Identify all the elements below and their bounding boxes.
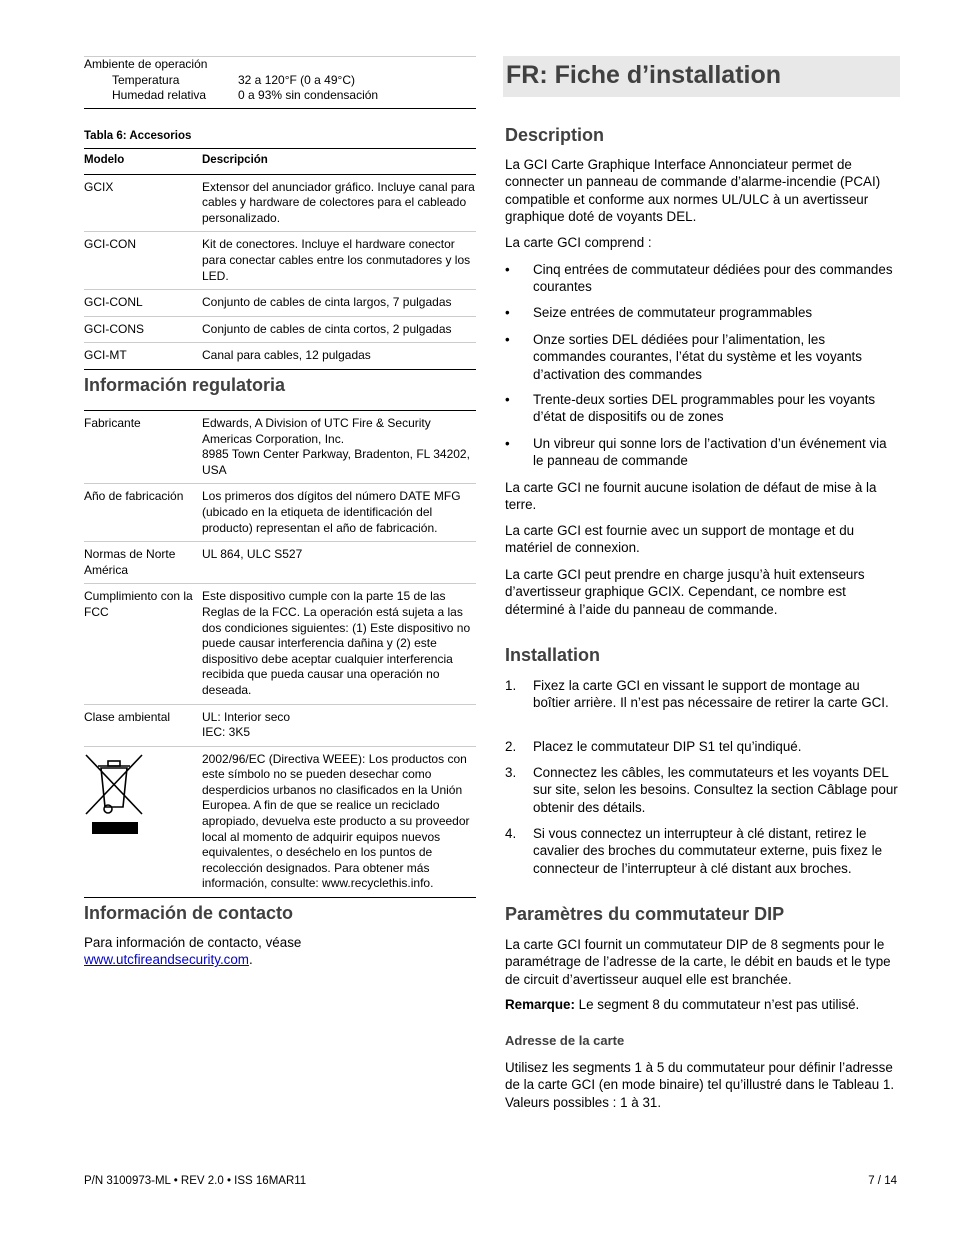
accessories-table — [84, 148, 476, 370]
list-item-text: Placez le commutateur DIP S1 tel qu’indiqué. — [533, 739, 802, 754]
table-row — [84, 542, 476, 584]
installation-heading: Installation — [505, 645, 601, 665]
address-heading: Adresse de la carte — [505, 1033, 625, 1048]
regulatory-heading: Información regulatoria — [84, 375, 286, 395]
list-item: 1. Fixez la carte GCI en vissant le support de montage au boîtier arrière. Il n’est pas nécessaire de retirer la carte GCI. — [505, 677, 898, 712]
cell: Canal para cables, 12 pulgadas — [202, 348, 371, 363]
paragraph: La carte GCI peut prendre en charge jusqu’à huit extenseurs d’avertisseur graphique GCIX. Cependant, ce nombre est déterminé à l’aide du panneau de commande. — [505, 567, 865, 617]
environment-title: Ambiente de operación — [84, 57, 208, 71]
page-title: FR: Fiche d’installation — [506, 61, 782, 89]
paragraph: La carte GCI ne fournit aucune isolation de défaut de mise à la terre. — [505, 480, 877, 513]
table-row — [84, 232, 476, 290]
description-heading: Description — [505, 125, 605, 145]
cell: Conjunto de cables de cinta largos, 7 pulgadas — [202, 295, 452, 310]
weee-crossed-bin-icon — [84, 752, 144, 838]
table6-caption: Tabla 6: Accesorios — [84, 130, 192, 142]
cell: Este dispositivo cumple con la parte 15 de las Reglas de la FCC. La operación está sujeta a las dos condiciones siguientes: (1) Este dispositivo no puede causar interferencia dañina y (2) este dispositivo debe aceptar cualquier interferencia recibida que pueda causar una operación no deseada. — [202, 589, 471, 697]
list-item-text: Un vibreur qui sonne lors de l’activation d’un événement via le panneau de commande — [533, 436, 887, 469]
cell: 2002/96/EC (Directiva WEEE): Los productos con este símbolo no se pueden desechar como desperdicios urbanos no clasificados en la Unión Europea. A fin de que se realice un reciclado apropiado, devuelva este producto a su proveedor local al momento de adquirir equipos nuevos equivalentes, o deséchelo en los puntos de recolección designados. Para obtener más información, consulte: www.recyclethis.info. — [202, 751, 470, 891]
environment-key: Humedad relativa — [112, 88, 207, 102]
table-row — [84, 705, 476, 747]
paragraph: La carte GCI comprend : — [505, 235, 652, 250]
table-row — [84, 317, 476, 344]
note-label: Remarque: — [505, 997, 575, 1012]
environment-row — [84, 88, 476, 108]
environment-row — [84, 73, 476, 89]
list-item-text: Connectez les câbles, les commutateurs et les voyants DEL sur site, selon les besoins. Consultez la section Câblage pour obtenir des détails. — [533, 765, 898, 815]
note-text: Le segment 8 du commutateur n’est pas utilisé. — [574, 997, 860, 1012]
header-description: Descripción — [202, 154, 268, 166]
cell: Año de fabricación — [84, 489, 184, 504]
cell: Normas de Norte América — [84, 547, 176, 577]
regulatory-table — [84, 410, 476, 898]
list-item-text: Si vous connectez un interrupteur à clé distant, retirez le cavalier des broches du commutateur externe, puis fixez le connecteur de l’interrupteur à clé distant aux broches. — [533, 826, 883, 876]
list-item: • Un vibreur qui sonne lors de l’activation d’un événement via le panneau de commande — [505, 435, 898, 470]
list-item: 3. Connectez les câbles, les commutateurs et les voyants DEL sur site, selon les besoins. Consultez la section Câblage pour obtenir des détails. — [505, 765, 898, 815]
table-row — [84, 175, 476, 233]
environment-value: 0 a 93% sin condensación — [238, 88, 379, 102]
list-item: • Seize entrées de commutateur programmables — [505, 304, 898, 321]
list-item-text: Cinq entrées de commutateur dédiées pour des commandes courantes — [533, 262, 893, 295]
footer-page-number: 7 / 14 — [868, 1175, 897, 1187]
cell: Fabricante — [84, 416, 141, 430]
list-item-text: Onze sorties DEL dédiées pour l’alimentation, les commandes courantes, l’état du système et les voyants d’activation des commandes — [533, 332, 862, 382]
cell: GCI-MT — [84, 348, 127, 363]
table-row — [84, 410, 476, 484]
cell: GCI-CONL — [84, 295, 143, 310]
cell: Clase ambiental — [84, 709, 171, 724]
cell: Los primeros dos dígitos del número DATE MFG (ubicado en la etiqueta de identificación del producto) representan el año de fabricación. — [202, 489, 461, 535]
paragraph: Utilisez les segments 1 à 5 du commutateur pour définir l’adresse de la carte GCI (en mode binaire) tel qu’illustré dans le Tableau 1. Valeurs possibles : 1 à 31. — [505, 1060, 895, 1110]
table-row — [84, 343, 476, 370]
contact-heading: Información de contacto — [84, 903, 294, 923]
table-header — [84, 148, 476, 175]
cell: UL: Interior seco IEC: 3K5 — [202, 709, 291, 740]
list-item: • Trente-deux sorties DEL programmables pour les voyants d’état de dispositifs ou de zones — [505, 391, 898, 426]
list-item: • Cinq entrées de commutateur dédiées pour des commandes courantes — [505, 261, 898, 296]
table-row — [84, 747, 476, 898]
title-banner — [503, 56, 900, 97]
footer-left: P/N 3100973-ML • REV 2.0 • ISS 16MAR11 — [84, 1175, 307, 1187]
cell: Edwards, A Division of UTC Fire & Security Americas Corporation, Inc. 8985 Town Center Parkway, Bradenton, FL 34202, USA — [202, 416, 470, 477]
paragraph: La carte GCI fournit un commutateur DIP de 8 segments pour le paramétrage de l’adresse de la carte, le débit en bauds et le type de circuit d’avertisseur auquel elle est branchée. — [505, 937, 891, 987]
environment-key: Temperatura — [112, 72, 180, 87]
header-model: Modelo — [84, 154, 125, 166]
cell: Conjunto de cables de cinta cortos, 2 pulgadas — [202, 321, 452, 336]
contact-link[interactable]: www.utcfireandsecurity.com — [84, 952, 249, 968]
dip-heading: Paramètres du commutateur DIP — [505, 904, 785, 924]
cell: Cumplimiento con la FCC — [84, 589, 193, 619]
list-item: 2. Placez le commutateur DIP S1 tel qu’indiqué. — [505, 738, 898, 755]
table-row — [84, 290, 476, 317]
environment-value: 32 a 120°F (0 a 49°C) — [238, 72, 355, 87]
list-item: 4. Si vous connectez un interrupteur à clé distant, retirez le cavalier des broches du commutateur externe, puis fixez le connecteur de l’interrupteur à clé distant aux broches. — [505, 825, 898, 877]
paragraph: La carte GCI est fournie avec un support de montage et du matériel de connexion. — [505, 523, 855, 556]
paragraph: La GCI Carte Graphique Interface Annonciateur permet de connecter un panneau de commande d’alarme-incendie (PCAI) compatible et conforme aux normes UL/ULC à un avertisseur graphique doté de voyants DEL. — [505, 157, 881, 224]
cell: Kit de conectores. Incluye el hardware conector para conectar cables entre los conmutadores y los LED. — [202, 237, 471, 283]
weee-cell — [84, 752, 202, 892]
contact-label: Para información de contacto, véase — [84, 935, 302, 950]
note-paragraph — [505, 996, 898, 1013]
environment-table — [84, 56, 476, 109]
table-row — [84, 584, 476, 704]
list-item: • Onze sorties DEL dédiées pour l’alimentation, les commandes courantes, l’état du système et les voyants d’activation des commandes — [505, 331, 898, 383]
cell: UL 864, ULC S527 — [202, 547, 303, 562]
list-item-text: Fixez la carte GCI en vissant le support de montage au boîtier arrière. Il n’est pas nécessaire de retirer la carte GCI. — [533, 678, 889, 711]
cell: Extensor del anunciador gráfico. Incluye canal para cables y hardware de colectores para el cableado personalizado. — [202, 179, 475, 225]
table-row — [84, 484, 476, 542]
list-item-text: Seize entrées de commutateur programmables — [533, 305, 813, 320]
list-item-text: Trente-deux sorties DEL programmables pour les voyants d’état de dispositifs ou de zones — [533, 392, 876, 425]
cell: GCI-CON — [84, 237, 136, 252]
cell: GCI-CONS — [84, 321, 144, 336]
cell: GCIX — [84, 179, 114, 194]
contact-text — [84, 934, 477, 969]
contact-period: . — [248, 952, 253, 968]
